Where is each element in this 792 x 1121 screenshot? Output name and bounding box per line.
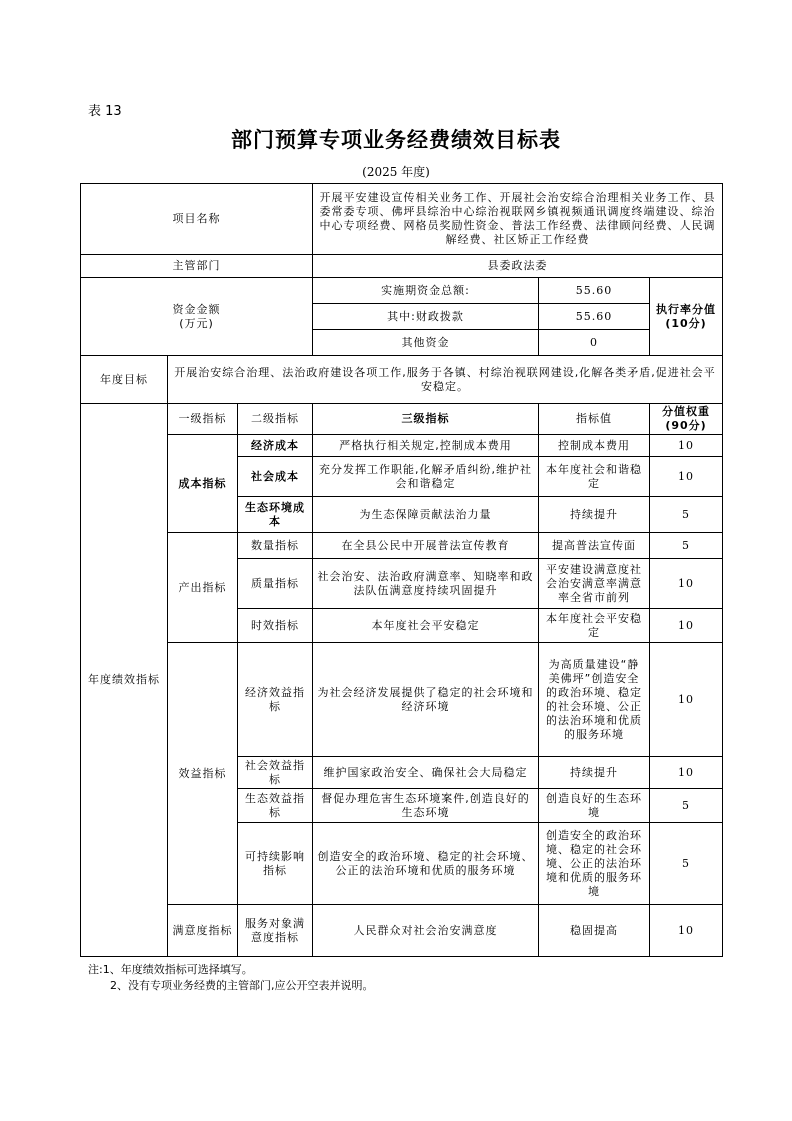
- level3-cell: 创造安全的政治环境、稳定的社会环境、公正的法治环境和优质的服务环境: [313, 823, 539, 905]
- department-row: [81, 255, 723, 278]
- weight-cell: 10: [650, 559, 723, 609]
- weight-cell: 10: [650, 457, 723, 497]
- table-row: [81, 533, 723, 559]
- funds-total-label: 实施期资金总额:: [313, 278, 539, 304]
- target-cell: 稳固提高: [539, 905, 650, 957]
- page-title: 部门预算专项业务经费绩效目标表: [231, 128, 561, 152]
- header-weight: 分值权重(90分): [650, 404, 723, 435]
- target-cell: 提高普法宣传面: [539, 533, 650, 559]
- level2-cell: 社会成本: [238, 457, 313, 497]
- weight-cell: 10: [650, 435, 723, 457]
- annual-indicators-label: 年度绩效指标: [81, 404, 168, 957]
- header-level1: 一级指标: [168, 404, 238, 435]
- weight-cell: 10: [650, 757, 723, 789]
- footnotes: [88, 962, 374, 994]
- project-name-label: 项目名称: [81, 184, 313, 255]
- benefit-indicator-label: 效益指标: [168, 643, 238, 905]
- funds-total-row: [81, 278, 723, 304]
- footnote-1: 注:1、年度绩效指标可选择填写。: [88, 963, 253, 976]
- project-name-row: [81, 184, 723, 255]
- funds-total-value: 55.60: [539, 278, 650, 304]
- level3-cell: 督促办理危害生态环境案件,创造良好的生态环境: [313, 789, 539, 823]
- level3-cell: 社会治安、法治政府满意率、知晓率和政法队伍满意度持续巩固提升: [313, 559, 539, 609]
- level2-cell: 服务对象满意度指标: [238, 905, 313, 957]
- output-indicator-label: 产出指标: [168, 533, 238, 643]
- level3-cell: 为生态保障贡献法治力量: [313, 497, 539, 533]
- funds-other-value: 0: [539, 330, 650, 356]
- funds-label: [81, 278, 313, 356]
- target-cell: 平安建设满意度社会治安满意率满意率全省市前列: [539, 559, 650, 609]
- funds-fiscal-label: 其中:财政拨款: [313, 304, 539, 330]
- target-cell: 本年度社会和谐稳定: [539, 457, 650, 497]
- target-cell: 持续提升: [539, 757, 650, 789]
- level3-cell: 为社会经济发展提供了稳定的社会环境和经济环境: [313, 643, 539, 757]
- cost-indicator-label: 成本指标: [168, 435, 238, 533]
- funds-other-label: 其他资金: [313, 330, 539, 356]
- weight-cell: 10: [650, 905, 723, 957]
- target-cell: 创造安全的政治环境、稳定的社会环境、公正的法治环境和优质的服务环境: [539, 823, 650, 905]
- weight-cell: 5: [650, 789, 723, 823]
- table-number-label: 表 13: [88, 104, 122, 119]
- exec-rate-label: 执行率分值(10分): [650, 278, 723, 356]
- level2-cell: 时效指标: [238, 609, 313, 643]
- satisfaction-indicator-label: 满意度指标: [168, 905, 238, 957]
- level3-cell: 在全县公民中开展普法宣传教育: [313, 533, 539, 559]
- level2-cell: 可持续影响指标: [238, 823, 313, 905]
- funds-fiscal-value: 55.60: [539, 304, 650, 330]
- footnote-2: 2、没有专项业务经费的主管部门,应公开空表并说明。: [110, 979, 374, 992]
- weight-cell: 10: [650, 609, 723, 643]
- level2-cell: 社会效益指标: [238, 757, 313, 789]
- table-row: [81, 435, 723, 457]
- level2-cell: 经济成本: [238, 435, 313, 457]
- table-row: [81, 643, 723, 757]
- target-cell: 本年度社会平安稳定: [539, 609, 650, 643]
- level3-cell: 本年度社会平安稳定: [313, 609, 539, 643]
- level2-cell: 质量指标: [238, 559, 313, 609]
- table-row: [81, 905, 723, 957]
- level3-cell: 人民群众对社会治安满意度: [313, 905, 539, 957]
- header-level3: 三级指标: [313, 404, 539, 435]
- level3-cell: 严格执行相关规定,控制成本费用: [313, 435, 539, 457]
- performance-target-table: [80, 183, 723, 957]
- level3-cell: 充分发挥工作职能,化解矛盾纠纷,维护社会和谐稳定: [313, 457, 539, 497]
- weight-cell: 5: [650, 823, 723, 905]
- department-value: 县委政法委: [313, 255, 723, 278]
- annual-goal-label: 年度目标: [81, 356, 168, 404]
- level2-cell: 生态环境成本: [238, 497, 313, 533]
- year-label: (2025 年度): [362, 165, 430, 179]
- department-label: 主管部门: [81, 255, 313, 278]
- weight-cell: 5: [650, 497, 723, 533]
- target-cell: 创造良好的生态环境: [539, 789, 650, 823]
- header-target: 指标值: [539, 404, 650, 435]
- annual-goal-row: [81, 356, 723, 404]
- target-cell: 持续提升: [539, 497, 650, 533]
- annual-goal-value: 开展治安综合治理、法治政府建设各项工作,服务于各镇、村综治视联网建设,化解各类矛盾,促进社会平安稳定。: [168, 356, 723, 404]
- weight-cell: 10: [650, 643, 723, 757]
- header-level2: 二级指标: [238, 404, 313, 435]
- funds-label-line2: (万元): [179, 316, 214, 330]
- project-name-value: 开展平安建设宣传相关业务工作、开展社会治安综合治理相关业务工作、县委常委专项、佛坪县综治中心综治视联网乡镇视频通讯调度终端建设、综治中心专项经费、网格员奖励性资金、普法工作经费、法律顾问经费、人民调解经费、社区矫正工作经费: [313, 184, 723, 255]
- level2-cell: 经济效益指标: [238, 643, 313, 757]
- indicator-header-row: [81, 404, 723, 435]
- target-cell: 为高质量建设“静美佛坪”创造安全的政治环境、稳定的社会环境、公正的法治环境和优质的服务环境: [539, 643, 650, 757]
- weight-cell: 5: [650, 533, 723, 559]
- funds-label-line1: 资金金额: [172, 302, 221, 316]
- target-cell: 控制成本费用: [539, 435, 650, 457]
- level2-cell: 数量指标: [238, 533, 313, 559]
- level2-cell: 生态效益指标: [238, 789, 313, 823]
- level3-cell: 维护国家政治安全、确保社会大局稳定: [313, 757, 539, 789]
